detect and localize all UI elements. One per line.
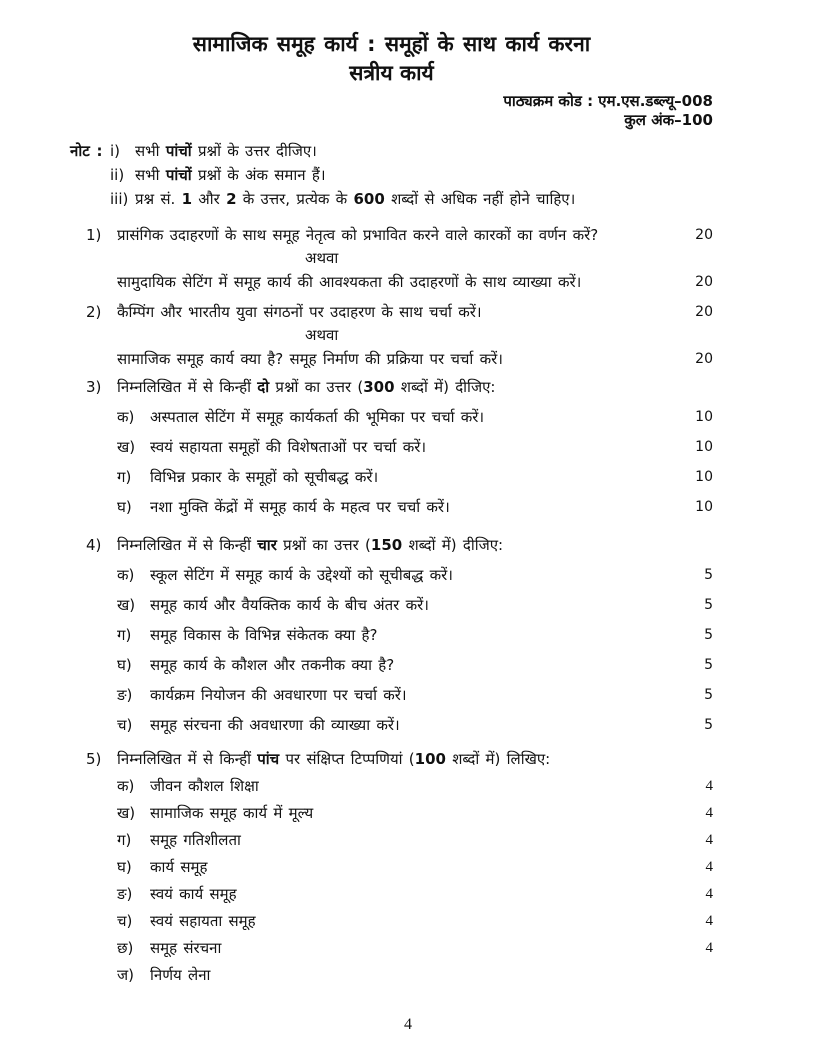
question-row — [86, 747, 713, 771]
question-text: सामुदायिक सेटिंग में समूह कार्य की आवश्यकता की उदाहरणों के साथ व्याख्या करें। — [117, 273, 582, 291]
note-text-segment: प्रश्नों के अंक समान हैं। — [191, 166, 326, 184]
question-number-spacer — [86, 495, 117, 519]
note-text-bold: 600 — [353, 190, 385, 208]
note-label-spacer — [70, 163, 110, 187]
question-number-spacer — [86, 683, 117, 707]
question-number-spacer — [86, 713, 117, 737]
question-text — [117, 375, 669, 399]
marks-value: 5 — [704, 567, 713, 583]
sub-question-label: ग) — [117, 626, 132, 644]
sub-question-row — [86, 683, 713, 707]
note-section — [70, 139, 713, 211]
question-row — [86, 300, 713, 324]
course-code: पाठ्यक्रम कोड : एम.एस.डब्ल्यू–008 — [503, 92, 713, 110]
sub-question-label: ग) — [117, 831, 132, 849]
question-number: 5) — [86, 750, 102, 768]
or-separator: अथवा — [305, 249, 339, 267]
question-text-segment: निम्नलिखित में से किन्हीं — [117, 536, 258, 554]
sub-question-row — [86, 593, 713, 617]
sub-question-text: स्वयं सहायता समूहों की विशेषताओं पर चर्चा करें। — [150, 438, 427, 456]
note-label-spacer — [70, 187, 110, 211]
question-text: कैम्पिंग और भारतीय युवा संगठनों पर उदाहरण के साथ चर्चा करें। — [117, 303, 482, 321]
sub-question-label: ङ) — [117, 885, 133, 903]
sub-question-text: समूह संरचना की अवधारणा की व्याख्या करें। — [150, 716, 400, 734]
marks-value: 10 — [695, 409, 713, 425]
question-number-spacer — [86, 963, 117, 987]
marks-value: 20 — [695, 304, 713, 320]
sub-question-text: निर्णय लेना — [150, 966, 211, 984]
sub-question-label: च) — [117, 716, 133, 734]
sub-question-label: क) — [117, 566, 135, 584]
sub-question-row — [86, 563, 713, 587]
question-number-spacer — [86, 270, 117, 294]
question-number-spacer — [86, 936, 117, 960]
question-2 — [70, 300, 713, 371]
note-text-bold: 2 — [226, 190, 237, 208]
question-alt-row — [86, 347, 713, 371]
question-number-spacer — [86, 855, 117, 879]
note-text — [135, 163, 713, 187]
question-text-segment: शब्दों में) दीजिए: — [402, 536, 504, 554]
page-title: सामाजिक समूह कार्य : समूहों के साथ कार्य करना — [192, 32, 591, 56]
sub-question-label: ग) — [117, 468, 132, 486]
note-text-segment: प्रश्नों के उत्तर दीजिए। — [191, 142, 317, 160]
note-label: नोट : — [70, 142, 103, 160]
question-text-bold: 100 — [414, 750, 446, 768]
or-separator: अथवा — [305, 326, 339, 344]
question-number: 2) — [86, 303, 102, 321]
sub-question-row — [86, 623, 713, 647]
question-text — [117, 533, 669, 557]
question-5 — [70, 747, 713, 987]
marks-spacer — [669, 533, 713, 557]
question-number: 3) — [86, 378, 102, 396]
question-text: प्रासंगिक उदाहरणों के साथ समूह नेतृत्व को प्रभावित करने वाले कारकों का वर्णन करें? — [117, 226, 599, 244]
marks-value: 4 — [705, 940, 713, 956]
marks-value: 4 — [705, 832, 713, 848]
sub-question-text: विभिन्न प्रकार के समूहों को सूचीबद्ध करें। — [150, 468, 379, 486]
question-number-spacer — [86, 593, 117, 617]
marks-value: 20 — [695, 227, 713, 243]
sub-question-text: स्वयं कार्य समूह — [150, 885, 237, 903]
marks-value — [669, 963, 713, 987]
note-number: i) — [110, 142, 121, 160]
page-number: 4 — [404, 1016, 412, 1033]
sub-question-text: स्कूल सेटिंग में समूह कार्य के उद्देश्यों को सूचीबद्ध करें। — [150, 566, 453, 584]
sub-question-label: घ) — [117, 858, 132, 876]
note-text-segment: प्रश्न सं. — [135, 190, 182, 208]
question-4 — [70, 533, 713, 737]
sub-question-row — [86, 855, 713, 879]
page-subtitle: सत्रीय कार्य — [349, 61, 434, 85]
question-3 — [70, 375, 713, 519]
sub-question-text: समूह विकास के विभिन्न संकेतक क्या है? — [150, 626, 378, 644]
sub-question-label: ख) — [117, 804, 136, 822]
marks-value: 4 — [705, 778, 713, 794]
marks-value: 10 — [695, 499, 713, 515]
note-text — [135, 187, 713, 211]
sub-question-label: ख) — [117, 438, 136, 456]
note-row-i — [70, 139, 713, 163]
sub-question-text: समूह कार्य और वैयक्तिक कार्य के बीच अंतर करें। — [150, 596, 429, 614]
marks-value: 4 — [705, 886, 713, 902]
sub-question-row — [86, 963, 713, 987]
sub-question-label: ख) — [117, 596, 136, 614]
question-text-segment: शब्दों में) दीजिए: — [394, 378, 496, 396]
question-alt-row — [86, 270, 713, 294]
marks-value: 5 — [704, 627, 713, 643]
sub-question-row — [86, 801, 713, 825]
sub-question-label: ज) — [117, 966, 134, 984]
question-number-spacer — [86, 435, 117, 459]
question-text: सामाजिक समूह कार्य क्या है? समूह निर्माण की प्रक्रिया पर चर्चा करें। — [117, 350, 503, 368]
marks-spacer — [669, 747, 713, 771]
question-row — [86, 223, 713, 247]
marks-value: 20 — [695, 351, 713, 367]
question-number: 1) — [86, 226, 102, 244]
question-text-bold: चार — [257, 536, 277, 554]
sub-question-text: सामाजिक समूह कार्य में मूल्य — [150, 804, 314, 822]
note-number: ii) — [110, 166, 125, 184]
note-text-segment: के उत्तर, प्रत्येक के — [236, 190, 354, 208]
sub-question-label: घ) — [117, 656, 132, 674]
sub-question-label: ङ) — [117, 686, 133, 704]
sub-question-row — [86, 465, 713, 489]
sub-question-row — [86, 774, 713, 798]
sub-question-text: नशा मुक्ति केंद्रों में समूह कार्य के महत्व पर चर्चा करें। — [150, 498, 450, 516]
question-number-spacer — [86, 623, 117, 647]
question-number-spacer — [86, 653, 117, 677]
question-text-bold: पांच — [257, 750, 280, 768]
marks-value: 20 — [695, 274, 713, 290]
note-text-bold: पांचों — [165, 142, 192, 160]
sub-question-text: समूह गतिशीलता — [150, 831, 241, 849]
question-number-spacer — [86, 405, 117, 429]
sub-question-label: क) — [117, 777, 135, 795]
question-text — [117, 747, 669, 771]
sub-question-row — [86, 882, 713, 906]
question-text-segment: शब्दों में) लिखिए: — [445, 750, 551, 768]
sub-question-label: क) — [117, 408, 135, 426]
marks-value: 4 — [705, 805, 713, 821]
note-text-segment: सभी — [135, 166, 166, 184]
sub-question-row — [86, 653, 713, 677]
question-number-spacer — [86, 828, 117, 852]
question-text-segment: निम्नलिखित में से किन्हीं — [117, 378, 258, 396]
question-number: 4) — [86, 536, 102, 554]
marks-value: 4 — [705, 913, 713, 929]
sub-question-label: च) — [117, 912, 133, 930]
question-number-spacer — [86, 909, 117, 933]
question-text-segment: प्रश्नों का उत्तर ( — [276, 536, 371, 554]
note-number: iii) — [110, 190, 129, 208]
sub-question-text: अस्पताल सेटिंग में समूह कार्यकर्ता की भूमिका पर चर्चा करें। — [150, 408, 485, 426]
sub-question-label: घ) — [117, 498, 132, 516]
question-text-bold: 300 — [363, 378, 395, 396]
marks-value: 5 — [704, 657, 713, 673]
question-1 — [70, 223, 713, 294]
question-text-segment: पर संक्षिप्त टिप्पणियां ( — [279, 750, 415, 768]
sub-question-text: जीवन कौशल शिक्षा — [150, 777, 259, 795]
question-number-spacer — [86, 465, 117, 489]
question-number-spacer — [86, 774, 117, 798]
sub-question-row — [86, 936, 713, 960]
sub-question-row — [86, 405, 713, 429]
sub-question-row — [86, 909, 713, 933]
note-row-iii — [70, 187, 713, 211]
sub-question-row — [86, 435, 713, 459]
marks-value: 5 — [704, 597, 713, 613]
note-row-ii — [70, 163, 713, 187]
total-marks: कुल अंक–100 — [624, 111, 713, 129]
sub-question-row — [86, 713, 713, 737]
marks-value: 5 — [704, 717, 713, 733]
sub-question-label: छ) — [117, 939, 134, 957]
question-text-segment: प्रश्नों का उत्तर ( — [269, 378, 364, 396]
sub-question-row — [86, 828, 713, 852]
question-number-spacer — [86, 563, 117, 587]
question-row — [86, 375, 713, 399]
note-text-segment: सभी — [135, 142, 166, 160]
sub-question-text: समूह संरचना — [150, 939, 222, 957]
question-text-bold: दो — [257, 378, 270, 396]
sub-question-text: समूह कार्य के कौशल और तकनीक क्या है? — [150, 656, 395, 674]
marks-spacer — [669, 375, 713, 399]
sub-question-text: कार्य समूह — [150, 858, 208, 876]
sub-question-text: स्वयं सहायता समूह — [150, 912, 256, 930]
sub-question-row — [86, 495, 713, 519]
header-meta — [70, 92, 713, 130]
question-number-spacer — [86, 347, 117, 371]
marks-value: 4 — [705, 859, 713, 875]
note-text-bold: पांचों — [165, 166, 192, 184]
sub-question-text: कार्यक्रम नियोजन की अवधारणा पर चर्चा करें। — [150, 686, 407, 704]
question-text-bold: 150 — [370, 536, 403, 554]
question-row — [86, 533, 713, 557]
note-text-segment: शब्दों से अधिक नहीं होने चाहिए। — [384, 190, 576, 208]
note-text — [135, 139, 713, 163]
question-number-spacer — [86, 882, 117, 906]
question-text-segment: निम्नलिखित में से किन्हीं — [117, 750, 258, 768]
marks-value: 10 — [695, 469, 713, 485]
note-text-segment: और — [192, 190, 227, 208]
marks-value: 10 — [695, 439, 713, 455]
note-text-bold: 1 — [181, 190, 193, 208]
question-number-spacer — [86, 801, 117, 825]
marks-value: 5 — [704, 687, 713, 703]
